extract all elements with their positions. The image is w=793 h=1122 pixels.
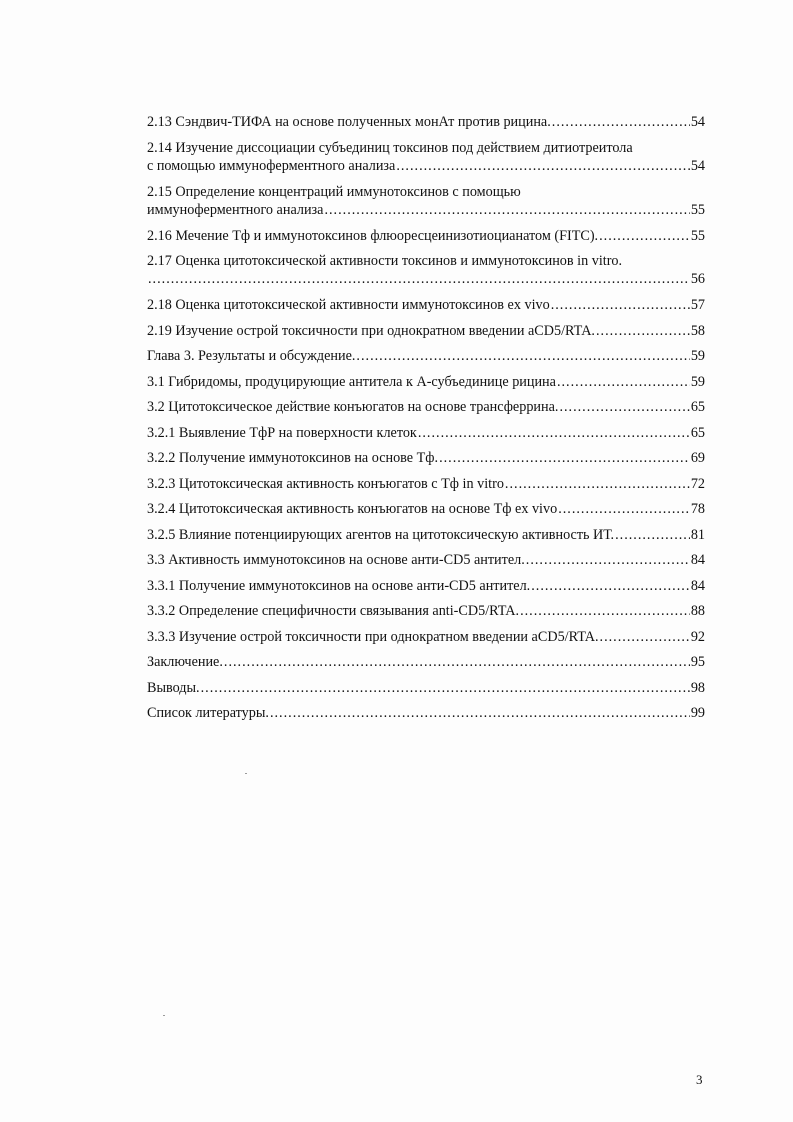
toc-entry-page: 59 (690, 348, 705, 364)
toc-leader-dots (559, 398, 689, 416)
toc-entry-title: 2.19 Изучение острой токсичности при однократном введении aCD5/RTA. (147, 322, 595, 339)
toc-entry-page: 81 (690, 526, 705, 543)
toc-entry-title: Выводы. (147, 679, 200, 696)
toc-entry (147, 679, 705, 697)
toc-entry (147, 139, 705, 175)
toc-entry (147, 449, 705, 467)
toc-leader-dots (439, 449, 690, 467)
toc-entry-page: 65 (690, 399, 705, 415)
toc-leader-dots (615, 526, 690, 544)
toc-entry-title: 3.2.3 Цитотоксическая активность конъюгатов с Тф in vitro (147, 475, 504, 492)
toc-entry-page: 98 (690, 679, 705, 696)
scan-speck (163, 1015, 165, 1016)
scan-speck (245, 773, 247, 774)
toc-entry-title: 3.1 Гибридомы, продуцирующие антитела к А-субъединице рицина (147, 373, 556, 390)
toc-entry (147, 628, 705, 646)
toc-entry-page: 56 (690, 271, 705, 287)
toc-leader-dots (270, 704, 690, 722)
toc-entry-page: 72 (690, 475, 705, 492)
toc-entry-title: 2.18 Оценка цитотоксической активности иммунотоксинов ex vivo (147, 297, 550, 313)
toc-entry-page: 92 (690, 628, 705, 645)
toc-entry-page: 55 (690, 227, 705, 244)
toc-leader-dots (558, 500, 690, 518)
toc-entry-page: 55 (690, 201, 705, 218)
toc-leader-dots (148, 270, 690, 288)
toc-leader-dots (418, 424, 690, 442)
toc-entry-page: 84 (690, 552, 705, 568)
toc-leader-dots (596, 322, 690, 340)
toc-entry (147, 347, 705, 365)
toc-entry-title: Глава 3. Результаты и обсуждение. (147, 348, 356, 364)
toc-entry-page: 58 (690, 322, 705, 339)
toc-entry (147, 704, 705, 722)
toc-entry-title: с помощью иммуноферментного анализа (147, 157, 396, 174)
toc-entry-title: 2.16 Мечение Тф и иммунотоксинов флюоресцеинизотиоцианатом (FITC). (147, 227, 599, 244)
toc-entry (147, 653, 705, 671)
toc-leader-dots (552, 113, 690, 131)
toc-entry-page: 84 (690, 577, 705, 594)
toc-entry-title: 3.2.5 Влияние потенциирующих агентов на цитотоксическую активность ИТ. (147, 526, 615, 543)
toc-entry-page: 69 (690, 450, 705, 466)
toc-entry (147, 252, 705, 288)
toc-entry (147, 424, 705, 442)
toc-leader-dots (551, 296, 690, 314)
toc-entry-page: 54 (690, 114, 705, 130)
toc-entry-title: Заключение. (147, 654, 223, 670)
toc-leader-dots (600, 628, 690, 646)
toc-entry-page: 65 (690, 424, 705, 441)
toc-entry-title-line1: 2.14 Изучение диссоциации субъединиц токсинов под действием дитиотреитола (147, 139, 633, 156)
toc-entry-title: 3.2.4 Цитотоксическая активность конъюгатов на основе Тф ex vivo (147, 501, 558, 517)
toc-entry-title: 3.3.2 Определение специфичности связывания anti-CD5/RTA. (147, 603, 520, 619)
toc-entry-title: 3.2.1 Выявление ТфР на поверхности клеток (147, 424, 417, 441)
toc-entry (147, 296, 705, 314)
toc-entry-page: 57 (690, 297, 705, 313)
toc-leader-dots (520, 602, 690, 620)
toc-entry (147, 475, 705, 493)
toc-entry (147, 526, 705, 544)
toc-entry-page: 88 (690, 603, 705, 619)
toc-entry-title: 3.2.2 Получение иммунотоксинов на основе Тф. (147, 450, 439, 466)
toc-entry (147, 113, 705, 131)
toc-entry (147, 183, 705, 219)
toc-leader-dots (531, 577, 690, 595)
toc-leader-dots (201, 679, 690, 697)
toc-entry-page: 99 (690, 705, 705, 721)
toc-entry-title: Список литературы. (147, 705, 269, 721)
toc-entry (147, 373, 705, 391)
toc-entry-title: 3.3.3 Изучение острой токсичности при однократном введении aCD5/RTA. (147, 628, 599, 645)
table-of-contents (147, 113, 705, 730)
toc-entry-title: иммуноферментного анализа (147, 201, 324, 218)
toc-entry (147, 227, 705, 245)
toc-entry (147, 602, 705, 620)
toc-entry (147, 500, 705, 518)
toc-entry (147, 577, 705, 595)
toc-leader-dots (396, 157, 689, 175)
toc-entry (147, 322, 705, 340)
toc-entry-page: 59 (690, 373, 705, 390)
toc-entry-title-line1: 2.15 Определение концентраций иммунотоксинов с помощью (147, 183, 521, 200)
toc-entry-title: 3.2 Цитотоксическое действие конъюгатов на основе трансферрина. (147, 399, 559, 415)
toc-leader-dots (505, 475, 690, 493)
toc-entry (147, 398, 705, 416)
toc-leader-dots (526, 551, 690, 569)
toc-entry-page: 78 (690, 501, 705, 517)
toc-entry-title: 2.13 Сэндвич-ТИФА на основе полученных монАт против рицина. (147, 114, 551, 130)
toc-leader-dots (324, 201, 689, 219)
toc-leader-dots (224, 653, 690, 671)
toc-entry-title: 3.3 Активность иммунотоксинов на основе анти-CD5 антител. (147, 552, 525, 568)
toc-leader-dots (599, 227, 690, 245)
toc-leader-dots (557, 373, 690, 391)
toc-entry-title-line1: 2.17 Оценка цитотоксической активности токсинов и иммунотоксинов in vitro. (147, 253, 623, 269)
toc-entry-page: 54 (690, 157, 705, 174)
toc-entry (147, 551, 705, 569)
toc-leader-dots (356, 347, 689, 365)
toc-entry-title: 3.3.1 Получение иммунотоксинов на основе анти-CD5 антител. (147, 577, 531, 594)
toc-entry-page: 95 (690, 654, 705, 670)
page-number: 3 (696, 1072, 703, 1087)
